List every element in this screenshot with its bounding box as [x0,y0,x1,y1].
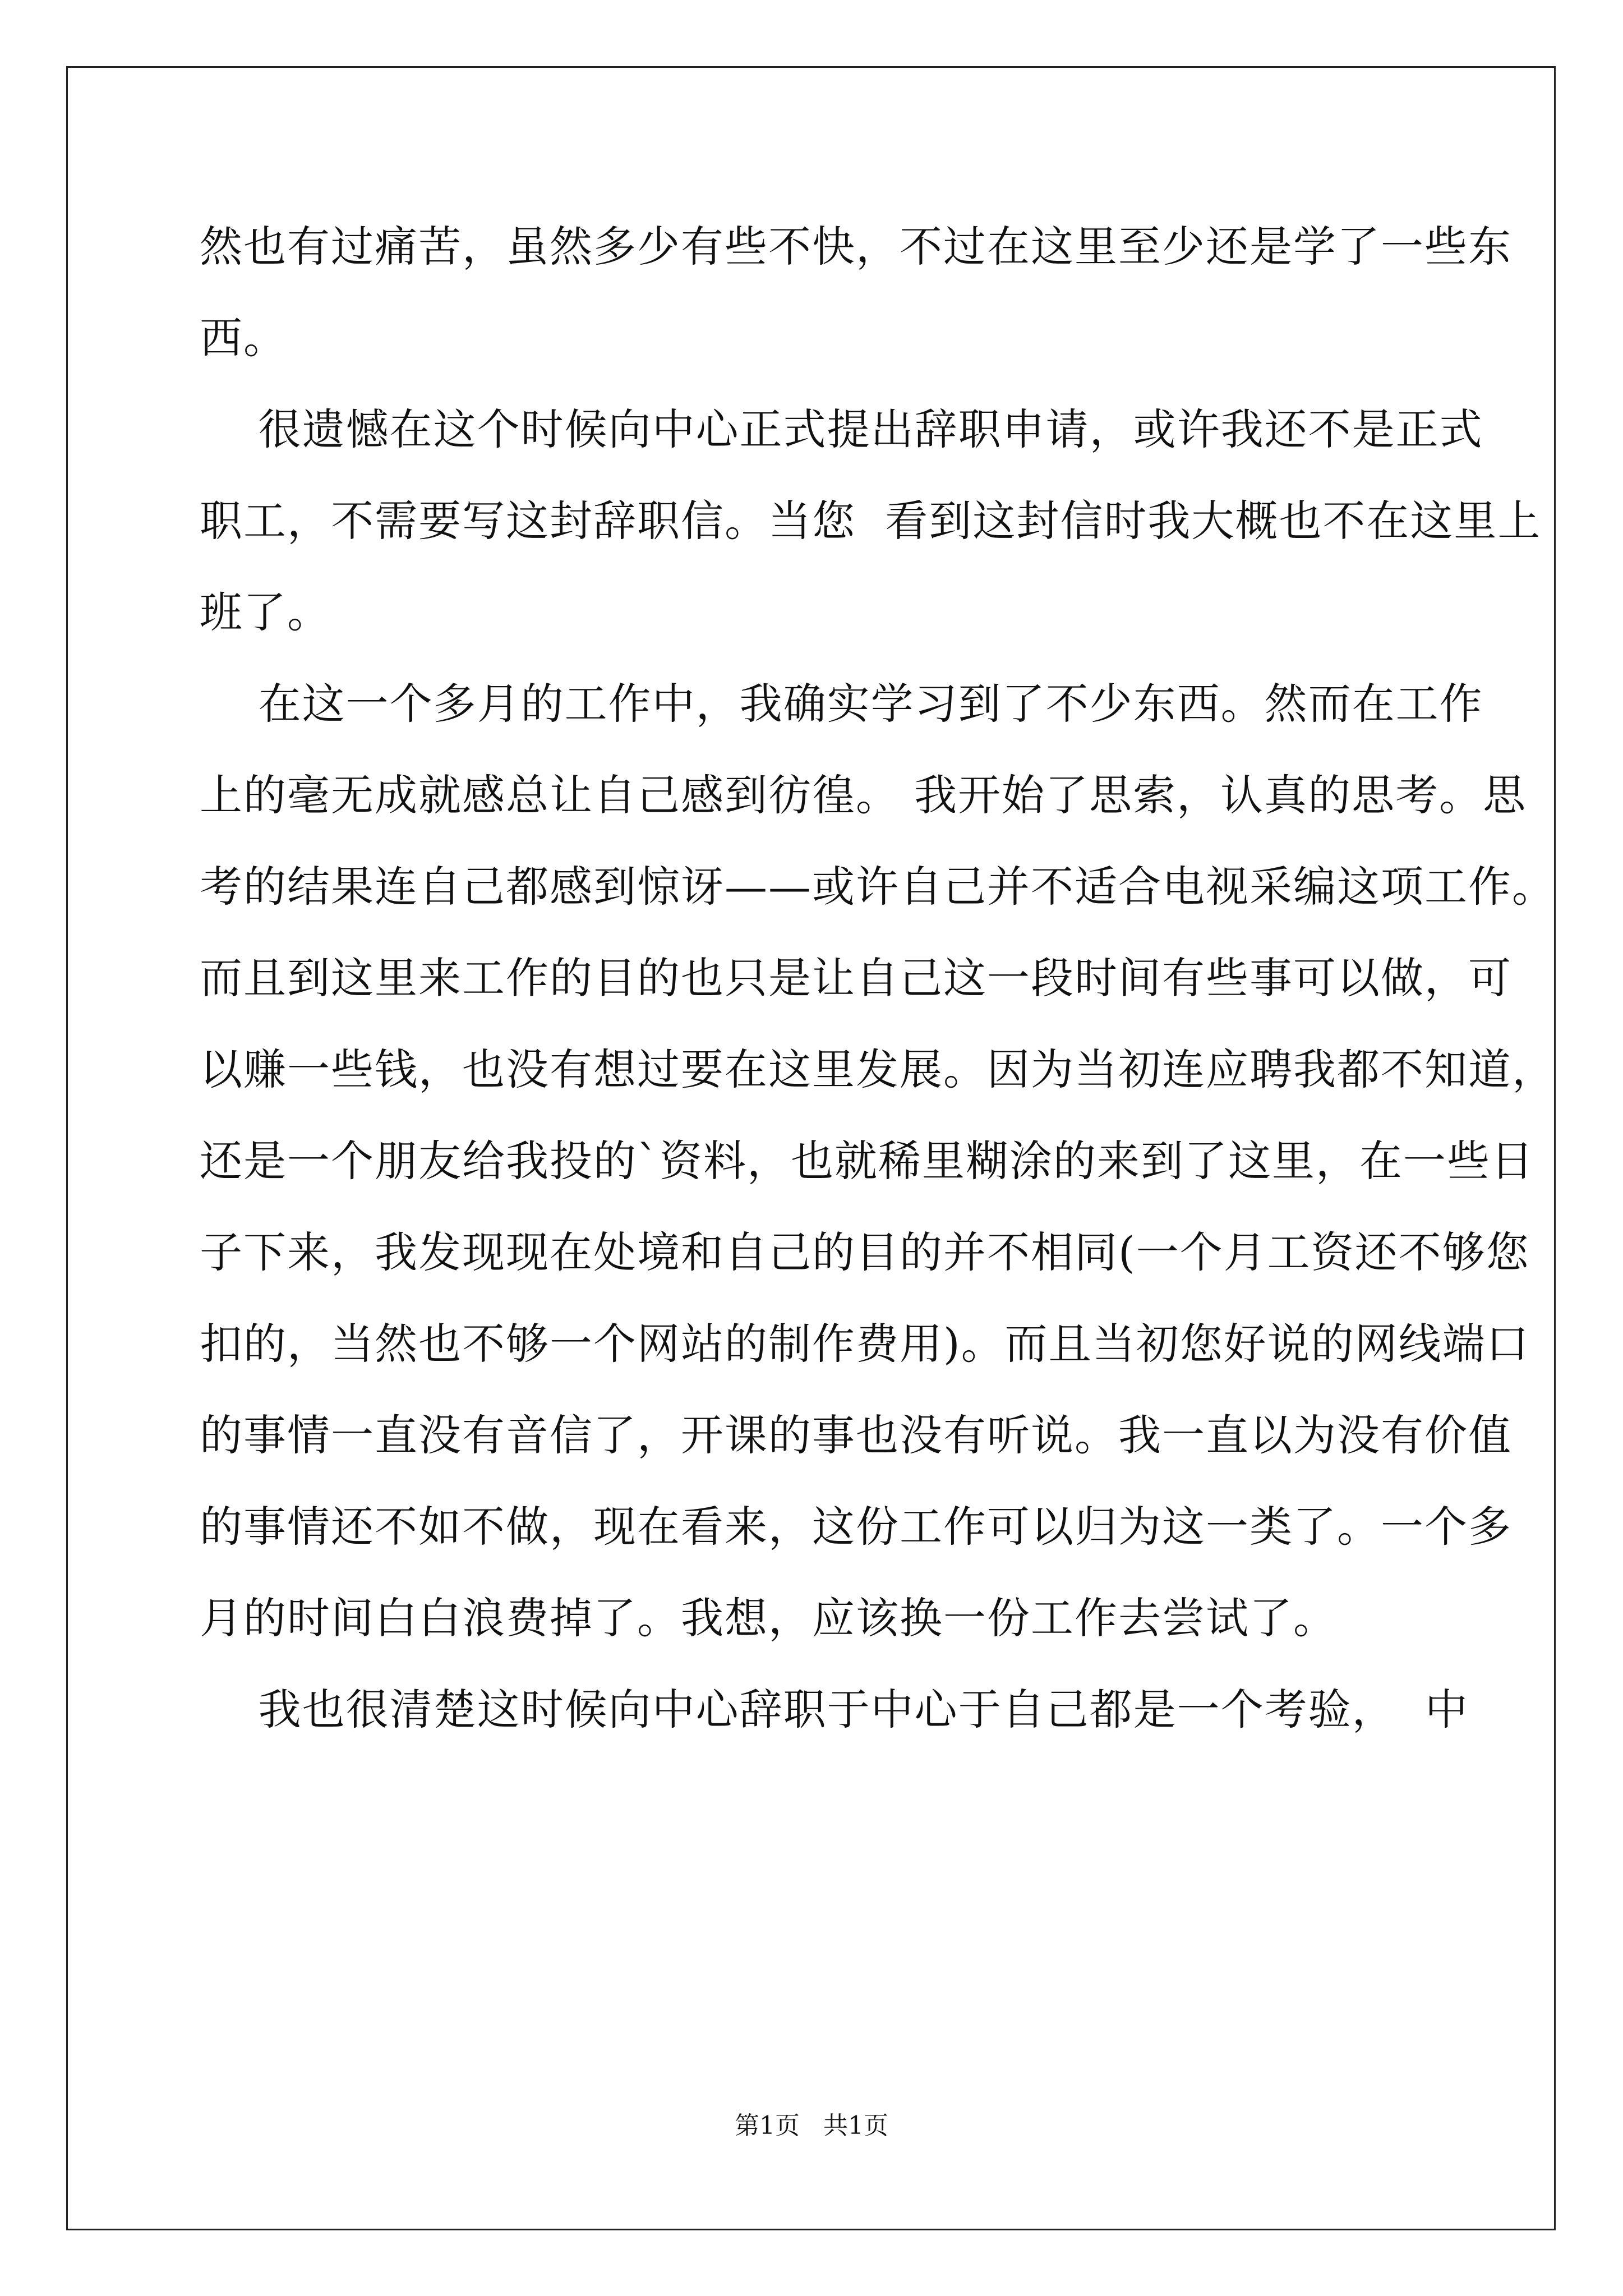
text-line: 的事情还不如不做，现在看来，这份工作可以归为这一类了。一个多 [200,1502,1512,1552]
text-line: 以赚一些钱，也没有想过要在这里发展。因为当初连应聘我都不知道， [200,1045,1556,1094]
text-line: 子下来，我发现现在处境和自己的目的并不相同(一个月工资还不够您 [200,1227,1530,1277]
text-line: 月的时间白白浪费掉了。我想，应该换一份工作去尝试了。 [200,1593,1337,1643]
text-line: 班了。 [200,587,331,637]
text-line: 扣的，当然也不够一个网站的制作费用)。而且当初您好说的网线端口 [200,1319,1530,1369]
text-line: 职工，不需要写这封辞职信。当您 看到这封信时我大概也不在这里上 [200,496,1542,546]
text-line: 西。 [200,313,287,363]
text-line: 在这一个多月的工作中，我确实学习到了不少东西。然而在工作 [200,679,1483,729]
page-footer: 第1页 共1页 [735,2111,888,2140]
text-line: 我也很清楚这时候向中心辞职于中心于自己都是一个考验， 中 [200,1685,1469,1734]
text-line: 还是一个朋友给我投的`资料，也就稀里糊涂的来到了这里，在一些日 [200,1136,1534,1186]
text-line: 而且到这里来工作的目的也只是让自己这一段时间有些事可以做，可 [200,953,1512,1003]
text-line: 然也有过痛苦，虽然多少有些不快，不过在这里至少还是学了一些东 [200,222,1512,272]
text-line: 上的毫无成就感总让自己感到彷徨。 我开始了思索，认真的思考。思 [200,770,1527,820]
text-line: 考的结果连自己都感到惊讶——或许自己并不适合电视采编这项工作。 [200,862,1556,912]
text-line: 的事情一直没有音信了，开课的事也没有听说。我一直以为没有价值 [200,1410,1512,1460]
text-line: 很遗憾在这个时候向中心正式提出辞职申请，或许我还不是正式 [200,404,1483,454]
